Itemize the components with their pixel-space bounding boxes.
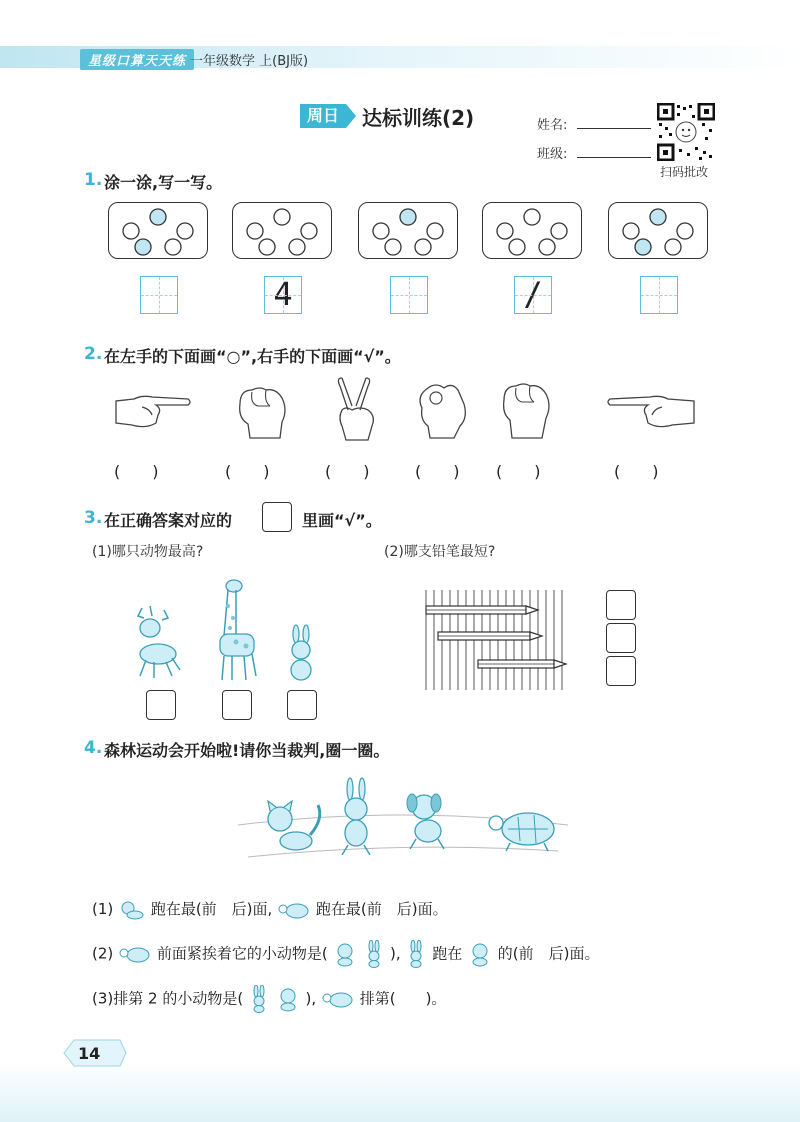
dot-filled[interactable] — [400, 209, 416, 225]
series-title: 星级口算天天练 — [80, 49, 194, 70]
dot-empty[interactable] — [665, 239, 681, 255]
footer-band — [0, 1062, 800, 1122]
dot-empty[interactable] — [177, 223, 193, 239]
dot-card — [108, 202, 208, 259]
giraffe-answer-box[interactable] — [222, 690, 252, 720]
dot-card — [232, 202, 332, 259]
dot-card — [608, 202, 708, 259]
ok-sign-hand-icon — [414, 378, 470, 440]
rabbit-mini-icon — [405, 940, 427, 968]
dot-empty[interactable] — [427, 223, 443, 239]
dog-mini-icon — [467, 941, 493, 967]
pencil-long-answer-box[interactable] — [606, 590, 636, 620]
name-label: 姓名: — [537, 118, 568, 133]
pencil-short-answer-box[interactable] — [606, 656, 636, 686]
answer-paren-6[interactable]: ( ) — [614, 462, 659, 481]
dot-empty[interactable] — [289, 239, 305, 255]
dot-empty[interactable] — [373, 223, 389, 239]
dot-empty[interactable] — [301, 223, 317, 239]
written-answer: 4 — [273, 275, 293, 313]
rabbit-answer-box[interactable] — [287, 690, 317, 720]
cat-mini-icon — [118, 899, 146, 921]
dot-group — [483, 203, 581, 258]
q3-sub2: (2)哪支铅笔最短? — [384, 544, 496, 560]
dot-empty[interactable] — [551, 223, 567, 239]
cat-icon — [268, 801, 320, 850]
name-field[interactable] — [577, 128, 651, 129]
dot-empty[interactable] — [509, 239, 525, 255]
answer-paren-3[interactable]: ( ) — [325, 462, 370, 481]
dot-empty[interactable] — [415, 239, 431, 255]
q4-line2-part1: 前面紧挨着它的小动物是( — [156, 944, 328, 963]
q4-line3-part2: ), — [305, 989, 317, 1008]
answer-paren-1[interactable]: ( ) — [114, 462, 159, 481]
fist-hand-icon — [232, 380, 292, 440]
pointing-right-hand-icon — [606, 385, 698, 435]
qr-code-icon[interactable] — [657, 103, 715, 161]
q1-text: 涂一涂,写一写。 — [104, 173, 223, 192]
q4-line2-part3: 跑在 — [432, 944, 463, 963]
q3-text-after: 里画“√”。 — [302, 511, 382, 530]
dot-empty[interactable] — [539, 239, 555, 255]
dot-card — [358, 202, 458, 259]
dot-group — [233, 203, 331, 258]
class-label: 班级: — [537, 147, 568, 162]
dog-mini-icon[interactable] — [275, 986, 301, 1012]
giraffe-icon — [206, 576, 264, 682]
dot-empty[interactable] — [274, 209, 290, 225]
dot-empty[interactable] — [677, 223, 693, 239]
day-badge: 周日 — [300, 104, 346, 128]
q4-line3 — [92, 985, 446, 1013]
race-scene — [238, 775, 568, 865]
pointing-left-hand-icon — [112, 385, 192, 435]
qr-caption: 扫码批改 — [660, 165, 709, 179]
dot-filled[interactable] — [150, 209, 166, 225]
answer-paren-4[interactable]: ( ) — [415, 462, 460, 481]
writing-box[interactable] — [390, 276, 428, 314]
q2-number: 2. — [84, 344, 103, 364]
q2-text: 在左手的下面画“○”,右手的下面画“√”。 — [104, 347, 401, 366]
q4-text: 森林运动会开始啦!请你当裁判,圈一圈。 — [104, 741, 390, 760]
q4-line2-part2: ), — [390, 944, 401, 963]
q4-line2-label: (2) — [92, 944, 114, 963]
dot-filled[interactable] — [650, 209, 666, 225]
dot-filled[interactable] — [135, 239, 151, 255]
dot-empty[interactable] — [123, 223, 139, 239]
deer-answer-box[interactable] — [146, 690, 176, 720]
q4-line1-part1[interactable]: 跑在最(前 后)面, — [150, 900, 273, 918]
dot-group — [109, 203, 207, 258]
q4-line1-label: (1) — [92, 900, 114, 918]
dot-empty[interactable] — [524, 209, 540, 225]
dot-empty[interactable] — [623, 223, 639, 239]
rabbit-mini-icon[interactable] — [248, 985, 270, 1013]
q4-line2 — [92, 940, 600, 968]
q4-line2-part4[interactable]: 的(前 后)面。 — [497, 944, 600, 963]
q4-line1-part2[interactable]: 跑在最(前 后)面。 — [315, 900, 448, 918]
dot-card — [482, 202, 582, 259]
class-field[interactable] — [577, 157, 651, 158]
dog-icon — [407, 794, 444, 849]
rabbit-mini-icon[interactable] — [363, 940, 385, 968]
q4-number: 4. — [84, 738, 103, 758]
example-box — [262, 502, 292, 532]
dot-empty[interactable] — [247, 223, 263, 239]
deer-icon — [128, 604, 184, 680]
page-title: 达标训练(2) — [362, 106, 475, 130]
page-number: 14 — [78, 1044, 101, 1063]
dot-filled[interactable] — [635, 239, 651, 255]
q3-sub1: (1)哪只动物最高? — [92, 544, 204, 560]
rabbit-icon — [284, 624, 318, 682]
turtle-icon — [489, 813, 554, 851]
answer-paren-5[interactable]: ( ) — [496, 462, 541, 481]
pencil-medium — [438, 632, 542, 640]
pencil-short — [478, 660, 566, 668]
q3-number: 3. — [84, 508, 103, 528]
writing-box[interactable] — [514, 276, 552, 314]
writing-box[interactable] — [640, 276, 678, 314]
dot-empty[interactable] — [165, 239, 181, 255]
grade-label: 一年级数学 上(BJ版) — [190, 54, 309, 69]
dot-empty[interactable] — [385, 239, 401, 255]
turtle-mini-icon — [277, 899, 311, 921]
pencils-figure — [420, 590, 580, 690]
dot-group — [609, 203, 707, 258]
q4-line1 — [92, 898, 448, 921]
dot-empty[interactable] — [497, 223, 513, 239]
v-sign-hand-icon — [332, 376, 382, 442]
dot-empty[interactable] — [259, 239, 275, 255]
pencil-long — [426, 606, 538, 614]
pencil-medium-answer-box[interactable] — [606, 623, 636, 653]
q3-text-before: 在正确答案对应的 — [104, 511, 233, 530]
dog-mini-icon[interactable] — [332, 941, 358, 967]
dot-group — [359, 203, 457, 258]
writing-box[interactable] — [264, 276, 302, 314]
q1-number: 1. — [84, 170, 103, 190]
day-badge-arrow — [346, 104, 356, 128]
written-answer: / — [523, 275, 543, 313]
turtle-mini-icon — [118, 943, 152, 965]
q4-line3-part1: (3)排第 2 的小动物是( — [92, 989, 244, 1008]
writing-box[interactable] — [140, 276, 178, 314]
turtle-mini-icon — [321, 988, 355, 1010]
fist-hand-icon — [496, 378, 556, 440]
answer-paren-2[interactable]: ( ) — [225, 462, 270, 481]
q4-line3-part3[interactable]: 排第( )。 — [359, 989, 447, 1008]
